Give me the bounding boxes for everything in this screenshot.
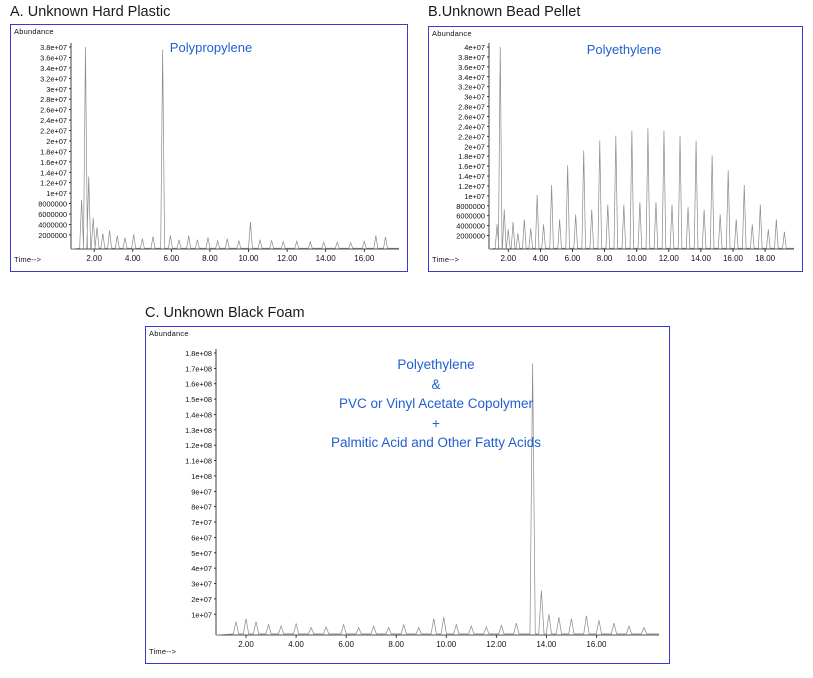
- svg-text:2e+07: 2e+07: [46, 136, 67, 146]
- panel-a: [10, 4, 170, 20]
- svg-text:2000000: 2000000: [456, 231, 485, 241]
- chart-a-plot: [11, 25, 407, 271]
- svg-text:1.2e+07: 1.2e+07: [458, 181, 485, 191]
- svg-text:8.00: 8.00: [388, 640, 404, 649]
- svg-text:2.8e+07: 2.8e+07: [40, 95, 67, 105]
- svg-text:4e+07: 4e+07: [464, 43, 485, 52]
- svg-text:2.2e+07: 2.2e+07: [40, 126, 67, 136]
- annotation-c-line-2: &: [431, 376, 441, 392]
- annotation-c: [266, 355, 606, 453]
- svg-text:1.6e+07: 1.6e+07: [458, 162, 485, 172]
- svg-text:8000000: 8000000: [456, 201, 485, 211]
- svg-text:3.6e+07: 3.6e+07: [40, 53, 67, 63]
- svg-text:6e+07: 6e+07: [191, 533, 212, 543]
- annotation-b: Polyethylene: [586, 42, 662, 57]
- svg-text:1.8e+07: 1.8e+07: [458, 152, 485, 162]
- svg-text:12.00: 12.00: [486, 640, 507, 649]
- svg-text:3.6e+07: 3.6e+07: [458, 62, 485, 72]
- svg-text:2.8e+07: 2.8e+07: [458, 102, 485, 112]
- x-axis-label-c: Time-->: [149, 647, 177, 656]
- svg-text:6.00: 6.00: [564, 254, 581, 263]
- svg-text:4000000: 4000000: [38, 220, 67, 230]
- svg-text:2.00: 2.00: [86, 254, 102, 263]
- svg-text:4.00: 4.00: [288, 640, 304, 649]
- svg-text:1.2e+08: 1.2e+08: [185, 441, 212, 451]
- panel-b: [428, 4, 580, 20]
- svg-text:2.00: 2.00: [500, 254, 517, 263]
- svg-text:1e+08: 1e+08: [191, 471, 212, 481]
- svg-text:1.6e+07: 1.6e+07: [40, 157, 67, 167]
- x-axis-label-a: Time-->: [14, 255, 42, 264]
- svg-text:3.2e+07: 3.2e+07: [458, 82, 485, 92]
- svg-text:6000000: 6000000: [456, 211, 485, 221]
- svg-text:8e+07: 8e+07: [191, 502, 212, 512]
- svg-text:2.6e+07: 2.6e+07: [458, 112, 485, 122]
- svg-text:8.00: 8.00: [202, 254, 218, 263]
- svg-text:16.00: 16.00: [722, 254, 744, 263]
- chart-a: [10, 24, 408, 272]
- svg-text:1e+07: 1e+07: [464, 191, 485, 201]
- svg-text:9e+07: 9e+07: [191, 487, 212, 497]
- svg-text:3e+07: 3e+07: [464, 92, 485, 102]
- svg-text:8.00: 8.00: [596, 254, 613, 263]
- svg-text:16.00: 16.00: [586, 640, 607, 649]
- svg-text:2.00: 2.00: [238, 640, 254, 649]
- svg-text:3.4e+07: 3.4e+07: [458, 72, 485, 82]
- svg-text:3.2e+07: 3.2e+07: [40, 74, 67, 84]
- y-axis-label-c: Abundance: [149, 329, 189, 338]
- svg-text:4.00: 4.00: [124, 254, 141, 263]
- svg-text:18.00: 18.00: [755, 254, 776, 263]
- svg-text:4e+07: 4e+07: [191, 564, 212, 574]
- annotation-c-line-1: Polyethylene: [397, 357, 475, 372]
- panel-c: [145, 305, 305, 321]
- panel-c-title: C. Unknown Black Foam: [145, 305, 305, 321]
- svg-text:5e+07: 5e+07: [191, 548, 212, 558]
- svg-text:1e+07: 1e+07: [191, 610, 212, 620]
- svg-text:2.4e+07: 2.4e+07: [40, 116, 67, 126]
- svg-text:3e+07: 3e+07: [191, 579, 212, 589]
- svg-text:12.00: 12.00: [658, 254, 679, 263]
- svg-text:1.1e+08: 1.1e+08: [185, 456, 212, 466]
- svg-text:3e+07: 3e+07: [46, 84, 67, 94]
- annotation-a: Polypropylene: [169, 40, 253, 55]
- svg-text:14.00: 14.00: [536, 640, 557, 649]
- svg-text:14.00: 14.00: [315, 254, 336, 263]
- svg-text:16.00: 16.00: [354, 254, 375, 263]
- y-axis-label-a: Abundance: [14, 27, 54, 36]
- chart-b-plot: [429, 27, 802, 271]
- svg-text:3.4e+07: 3.4e+07: [40, 63, 67, 73]
- svg-text:10.00: 10.00: [436, 640, 457, 649]
- svg-text:1.4e+07: 1.4e+07: [40, 168, 67, 178]
- svg-text:7e+07: 7e+07: [191, 518, 212, 528]
- svg-text:3.8e+07: 3.8e+07: [40, 43, 67, 52]
- svg-text:3.8e+07: 3.8e+07: [458, 52, 485, 62]
- svg-text:14.00: 14.00: [690, 254, 711, 263]
- svg-text:6000000: 6000000: [38, 210, 67, 220]
- svg-text:1.4e+08: 1.4e+08: [185, 410, 212, 420]
- chart-c: [145, 326, 670, 664]
- svg-text:2.4e+07: 2.4e+07: [458, 122, 485, 132]
- svg-text:6.00: 6.00: [338, 640, 354, 649]
- svg-text:2e+07: 2e+07: [191, 594, 212, 604]
- svg-text:1.2e+07: 1.2e+07: [40, 178, 67, 188]
- svg-text:6.00: 6.00: [163, 254, 180, 263]
- y-axis-label-b: Abundance: [432, 29, 472, 38]
- x-axis-label-b: Time-->: [432, 255, 460, 264]
- annotation-c-line-5: Palmitic Acid and Other Fatty Acids: [330, 435, 542, 451]
- svg-text:4.00: 4.00: [532, 254, 549, 263]
- svg-text:1.5e+08: 1.5e+08: [185, 395, 212, 405]
- svg-text:10.00: 10.00: [626, 254, 647, 263]
- svg-text:1.8e+08: 1.8e+08: [185, 349, 212, 358]
- svg-text:10.00: 10.00: [238, 254, 259, 263]
- panel-a-title: A. Unknown Hard Plastic: [10, 4, 171, 20]
- chart-b: [428, 26, 803, 272]
- svg-text:2.6e+07: 2.6e+07: [40, 105, 67, 115]
- svg-text:1.7e+08: 1.7e+08: [185, 364, 212, 374]
- svg-text:12.00: 12.00: [277, 254, 298, 263]
- svg-text:8000000: 8000000: [38, 199, 67, 209]
- svg-text:1.8e+07: 1.8e+07: [40, 147, 67, 157]
- svg-text:4000000: 4000000: [456, 221, 485, 231]
- annotation-c-line-4: +: [432, 415, 440, 431]
- svg-text:1e+07: 1e+07: [46, 189, 67, 199]
- svg-text:1.4e+07: 1.4e+07: [458, 172, 485, 182]
- svg-text:1.3e+08: 1.3e+08: [185, 425, 212, 435]
- svg-text:2e+07: 2e+07: [464, 142, 485, 152]
- svg-text:2000000: 2000000: [38, 230, 67, 240]
- svg-text:1.6e+08: 1.6e+08: [185, 379, 212, 389]
- panel-b-title: B.Unknown Bead Pellet: [428, 4, 581, 20]
- annotation-c-line-3: PVC or Vinyl Acetate Copolymer: [338, 396, 534, 412]
- svg-text:2.2e+07: 2.2e+07: [458, 132, 485, 142]
